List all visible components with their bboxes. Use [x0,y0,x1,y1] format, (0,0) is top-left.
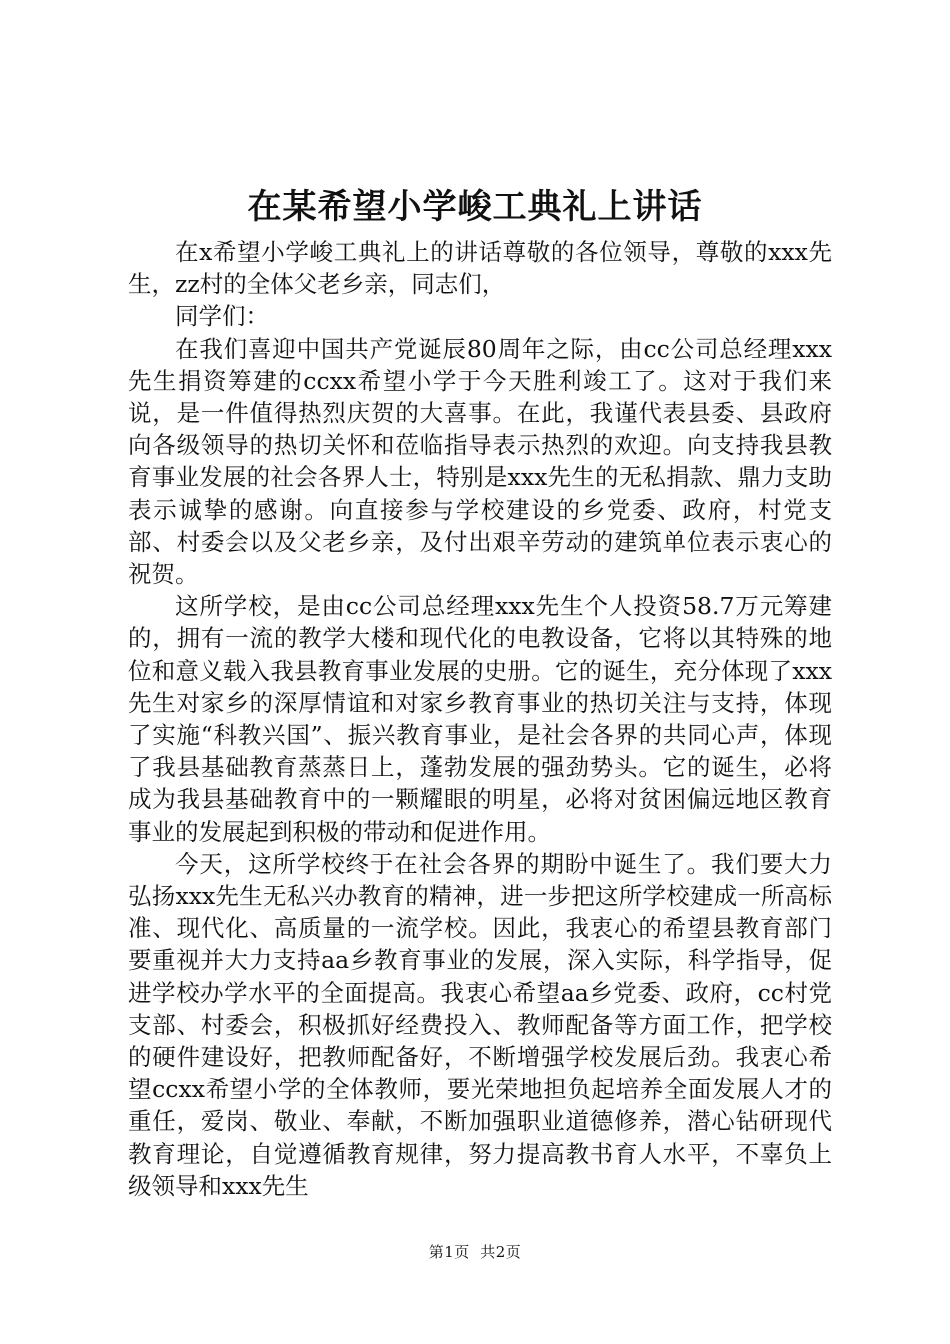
page-footer [0,1240,950,1264]
paragraph-salutation: 在x希望小学峻工典礼上的讲话尊敬的各位领导，尊敬的xxx先生，zz村的全体父老乡亲，同志们， [128,238,832,299]
paragraph-salutation-continued: 同学们： [175,302,269,331]
page-number: 第1页 共2页 [428,1243,522,1261]
document-body [128,236,832,1202]
paragraph-school-significance: 这所学校，是由cc公司总经理xxx先生个人投资58.7万元筹建的，拥有一流的教学大楼和现代化的电教设备，它将以其特殊的地位和意义载入我县教育事业发展的史册。它的诞生，充分体现了xxx先生对家乡的深厚情谊和对家乡教育事业的热切关注与支持，体现了实施“科教兴国”、振兴教育事业，是社会各界的共同心声，体现了我县基础教育蒸蒸日上，蓬勃发展的强劲势头。它的诞生，必将成为我县基础教育中的一颗耀眼的明星，必将对贫困偏远地区教育事业的发展起到积极的带动和促进作用。 [128,592,832,846]
document-title: 在某希望小学峻工典礼上讲话 [247,187,703,227]
paragraph-expectations: 今天，这所学校终于在社会各界的期盼中诞生了。我们要大力弘扬xxx先生无私兴办教育的精神，进一步把这所学校建成一所高标准、现代化、高质量的一流学校。因此，我衷心的希望县教育部门要重视并大力支持aa乡教育事业的发展，深入实际，科学指导，促进学校办学水平的全面提高。我衷心希望aa乡党委、政府，cc村党支部、村委会，积极抓好经费投入、教师配备等方面工作，把学校的硬件建设好，把教师配备好，不断增强学校发展后劲。我衷心希望ccxx希望小学的全体教师，要光荣地担负起培养全面发展人才的重任，爱岗、敬业、奉献，不断加强职业道德修养，潜心钻研现代教育理论，自觉遵循教育规律，努力提高教书育人水平，不辜负上级领导和xxx先生 [128,849,832,1200]
paragraph-welcome: 在我们喜迎中国共产党诞辰80周年之际，由cc公司总经理xxx先生捐资筹建的ccxx希望小学于今天胜利竣工了。这对于我们来说，是一件值得热烈庆贺的大喜事。在此，我谨代表县委、县政府向各级领导的热切关怀和莅临指导表示热烈的欢迎。向支持我县教育事业发展的社会各界人士，特别是xxx先生的无私捐款、鼎力支助表示诚挚的感谢。向直接参与学校建设的乡党委、政府，村党支部、村委会以及父老乡亲，及付出艰辛劳动的建筑单位表示衷心的祝贺。 [128,334,832,589]
